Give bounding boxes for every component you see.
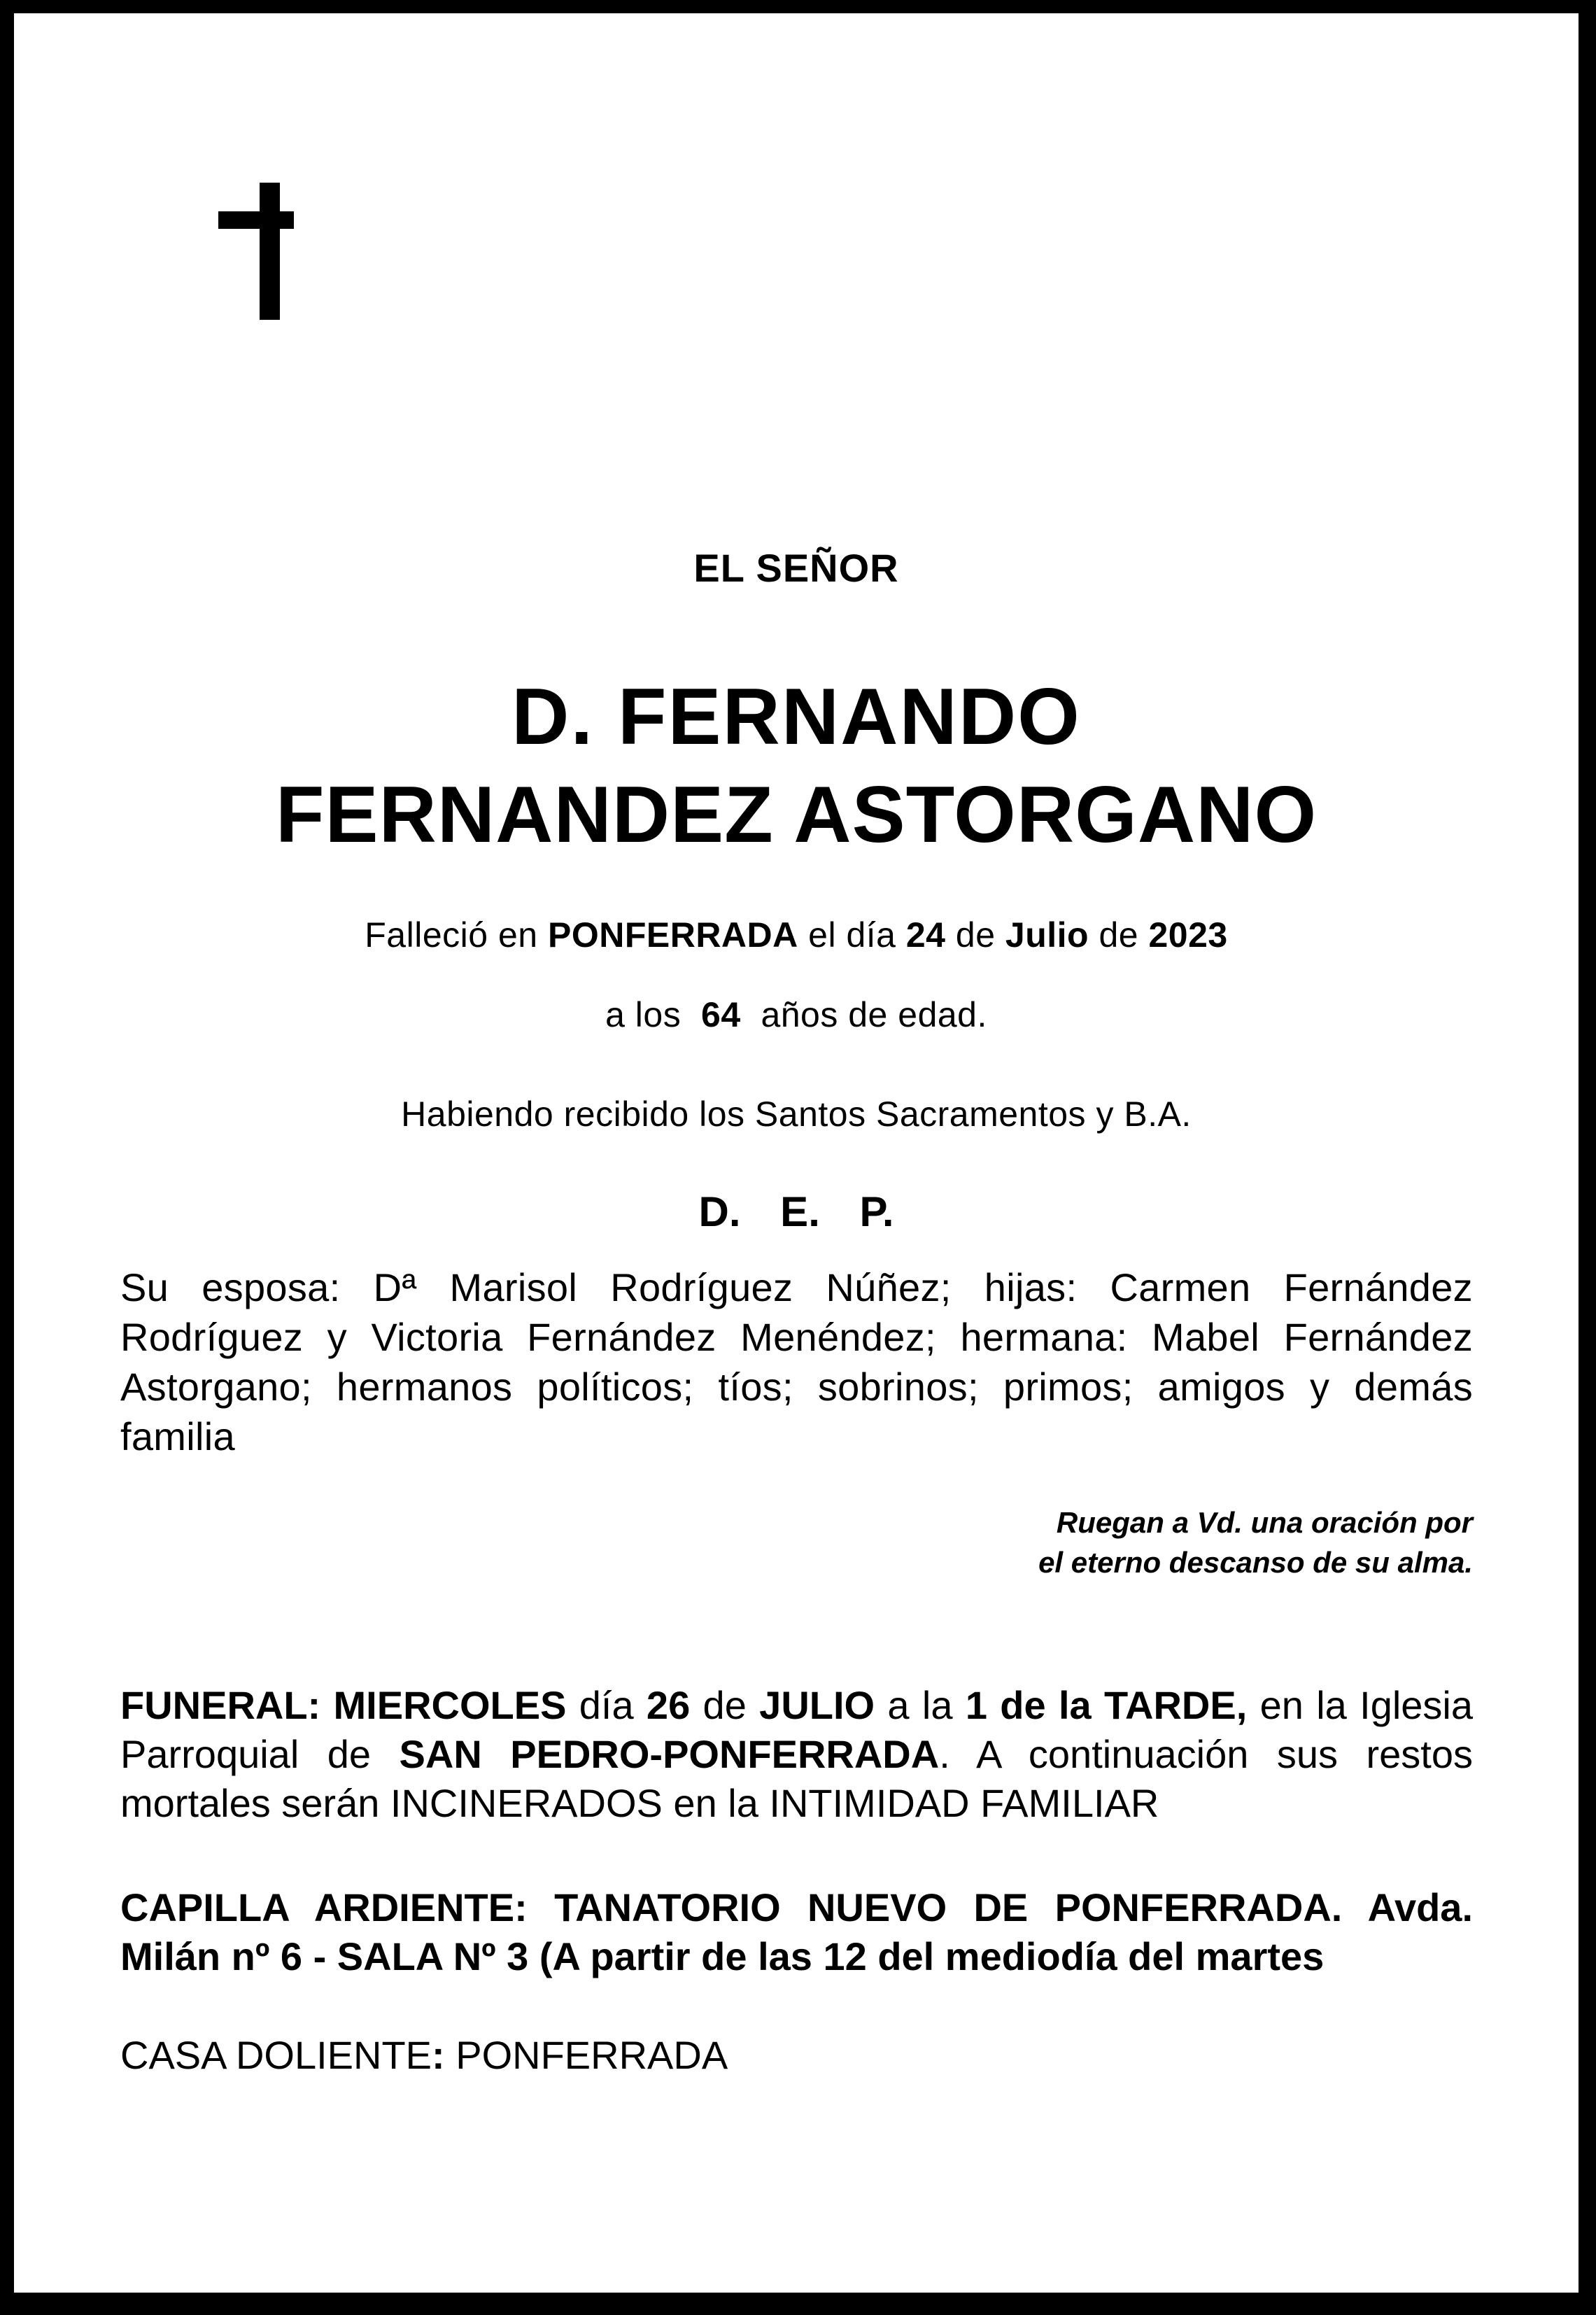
death-place: PONFERRADA [547,915,798,955]
funeral-time: 1 de la TARDE, [965,1683,1248,1727]
family-paragraph: Su esposa: Dª Marisol Rodríguez Núñez; hijas: Carmen Fernández Rodríguez y Victoria Fernández Menéndez; hermana: Mabel Fernández Astorgano; hermanos políticos; tíos; sobrinos; primos; amigos y demás familia [120,1265,1473,1458]
age-suffix: años de edad. [751,995,987,1034]
deceased-name-line1: D. FERNANDO [511,673,1081,761]
age-line [14,994,1579,1035]
funeral-text: en la Iglesia Parroquial de [120,1683,1474,1776]
death-text: el día [798,915,906,955]
mourning-house [120,2030,1473,2080]
rip-line: D. E. P. [698,1188,894,1235]
funeral-church: SAN PEDRO-PONFERRADA [399,1732,940,1776]
age-prefix: a los [605,995,691,1034]
death-year: 2023 [1148,915,1228,955]
funeral-text: a la [875,1683,966,1727]
age-value: 64 [701,995,741,1034]
death-day: 24 [905,915,946,955]
death-details [14,915,1579,955]
prayer-line2: el eterno descanso de su alma. [1038,1546,1473,1579]
cross-vertical-bar [260,183,280,320]
prayer-line1: Ruegan a Vd. una oración por [1056,1506,1473,1539]
sacraments-line: Habiendo recibido los Santos Sacramentos y B.A. [401,1095,1192,1134]
chapel-label: CAPILLA ARDIENTE [120,1885,515,1929]
mourning-house-separator: : [432,2033,456,2077]
chapel-details: TANATORIO NUEVO DE PONFERRADA. Avda. Milán nº 6 - SALA Nº 3 (A partir de las 12 del mediodía del martes [120,1885,1474,1978]
death-text: Falleció en [365,915,548,955]
funeral-label: FUNERAL: MIERCOLES [120,1683,567,1727]
deceased-name-line2: FERNANDEZ ASTORGANO [275,771,1318,859]
chapel-separator: : [514,1885,555,1929]
title-prefix: EL SEÑOR [693,546,899,590]
death-text: de [1089,915,1149,955]
funeral-day: 26 [646,1683,691,1727]
chapel-paragraph [120,1883,1473,1981]
obituary-page [14,13,1579,2293]
funeral-month: JULIO [759,1683,875,1727]
funeral-text: día [566,1683,647,1727]
cross-horizontal-bar [218,211,294,229]
death-month: Julio [1005,915,1089,955]
prayer-request [843,1503,1473,1582]
mourning-house-value: PONFERRADA [456,2033,728,2077]
death-text: de [945,915,1005,955]
funeral-text: . A continuación sus restos mortales serán INCINERADOS en la INTIMIDAD FAMILIAR [120,1732,1473,1825]
mourning-house-label: CASA DOLIENTE [120,2033,432,2077]
funeral-paragraph [120,1681,1473,1828]
funeral-text: de [690,1683,760,1727]
